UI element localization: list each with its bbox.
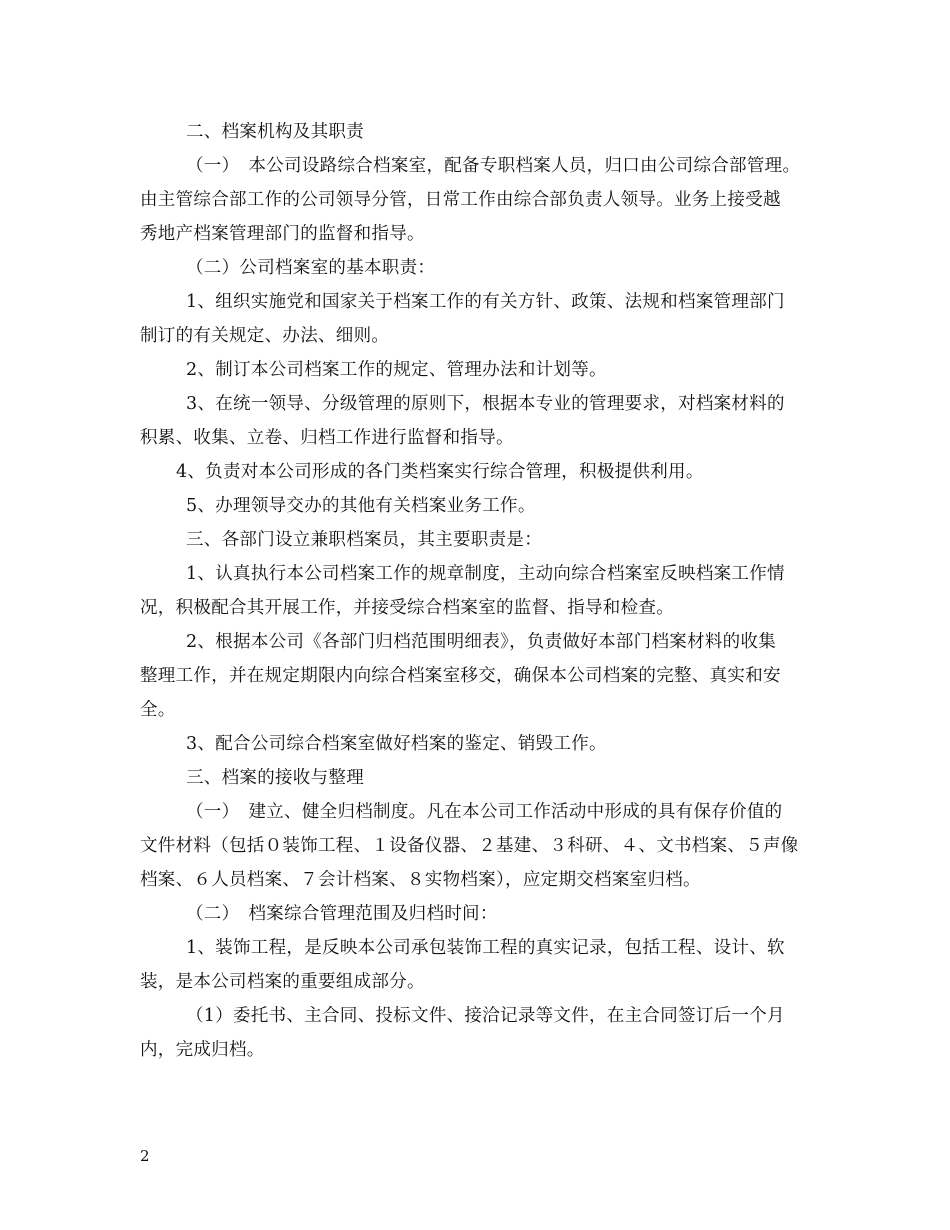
paragraph-line: 3、在统一领导、分级管理的原则下，根据本专业的管理要求，对档案材料的 [186, 394, 785, 414]
page-number: 2 [140, 1147, 150, 1165]
paragraph-line: 整理工作，并在规定期限内向综合档案室移交，确保本公司档案的完整、真实和安 [140, 666, 781, 686]
section-heading-archive-organization: 二、档案机构及其职责 [186, 122, 364, 142]
paragraph-line: 档案、６人员档案、７会计档案、８实物档案），应定期交档案室归档。 [140, 870, 701, 890]
paragraph-line: 1、认真执行本公司档案工作的规章制度，主动向综合档案室反映档案工作情 [186, 564, 785, 584]
subheading-archive-room-duties: （二）公司档案室的基本职责： [186, 258, 436, 278]
paragraph-line: 况，积极配合其开展工作，并接受综合档案室的监督、指导和检查。 [140, 598, 674, 618]
paragraph-line: 2、根据本公司《各部门归档范围明细表》，负责做好本部门档案材料的收集 [186, 632, 777, 652]
section-heading-department-archivists: 三、各部门设立兼职档案员，其主要职责是： [186, 530, 542, 550]
paragraph-line: 全。 [140, 700, 176, 720]
paragraph-line: （1）委托书、主合同、投标文件、接洽记录等文件，在主合同签订后一个月 [186, 1006, 785, 1026]
paragraph-line: 文件材料（包括０装饰工程、１设备仪器、２基建、３科研、４、文书档案、５声像 [140, 836, 799, 856]
subheading-management-scope: （二） 档案综合管理范围及归档时间： [186, 904, 498, 924]
paragraph-line: 1、装饰工程，是反映本公司承包装饰工程的真实记录，包括工程、设计、软 [186, 938, 785, 958]
paragraph-line: 由主管综合部工作的公司领导分管，日常工作由综合部负责人领导。业务上接受越 [140, 190, 781, 210]
paragraph-line: 装，是本公司档案的重要组成部分。 [140, 972, 425, 992]
section-heading-receipt-and-organization: 三、档案的接收与整理 [186, 768, 364, 788]
paragraph-line: （一） 本公司设路综合档案室，配备专职档案人员，归口由公司综合部管理。 [186, 156, 801, 176]
paragraph-line: （一） 建立、健全归档制度。凡在本公司工作活动中形成的具有保存价值的 [186, 802, 783, 822]
paragraph-line: 3、配合公司综合档案室做好档案的鉴定、销毁工作。 [186, 734, 607, 754]
paragraph-line: 2、制订本公司档案工作的规定、管理办法和计划等。 [186, 360, 607, 380]
paragraph-line: 内，完成归档。 [140, 1040, 265, 1060]
paragraph-line: 1、组织实施党和国家关于档案工作的有关方针、政策、法规和档案管理部门 [186, 292, 785, 312]
paragraph-line: 秀地产档案管理部门的监督和指导。 [140, 224, 425, 244]
paragraph-line: 4、负责对本公司形成的各门类档案实行综合管理，积极提供利用。 [176, 462, 704, 482]
paragraph-line: 积累、收集、立卷、归档工作进行监督和指导。 [140, 428, 514, 448]
paragraph-line: 制订的有关规定、办法、细则。 [140, 326, 390, 346]
paragraph-line: 5、办理领导交办的其他有关档案业务工作。 [186, 496, 536, 516]
